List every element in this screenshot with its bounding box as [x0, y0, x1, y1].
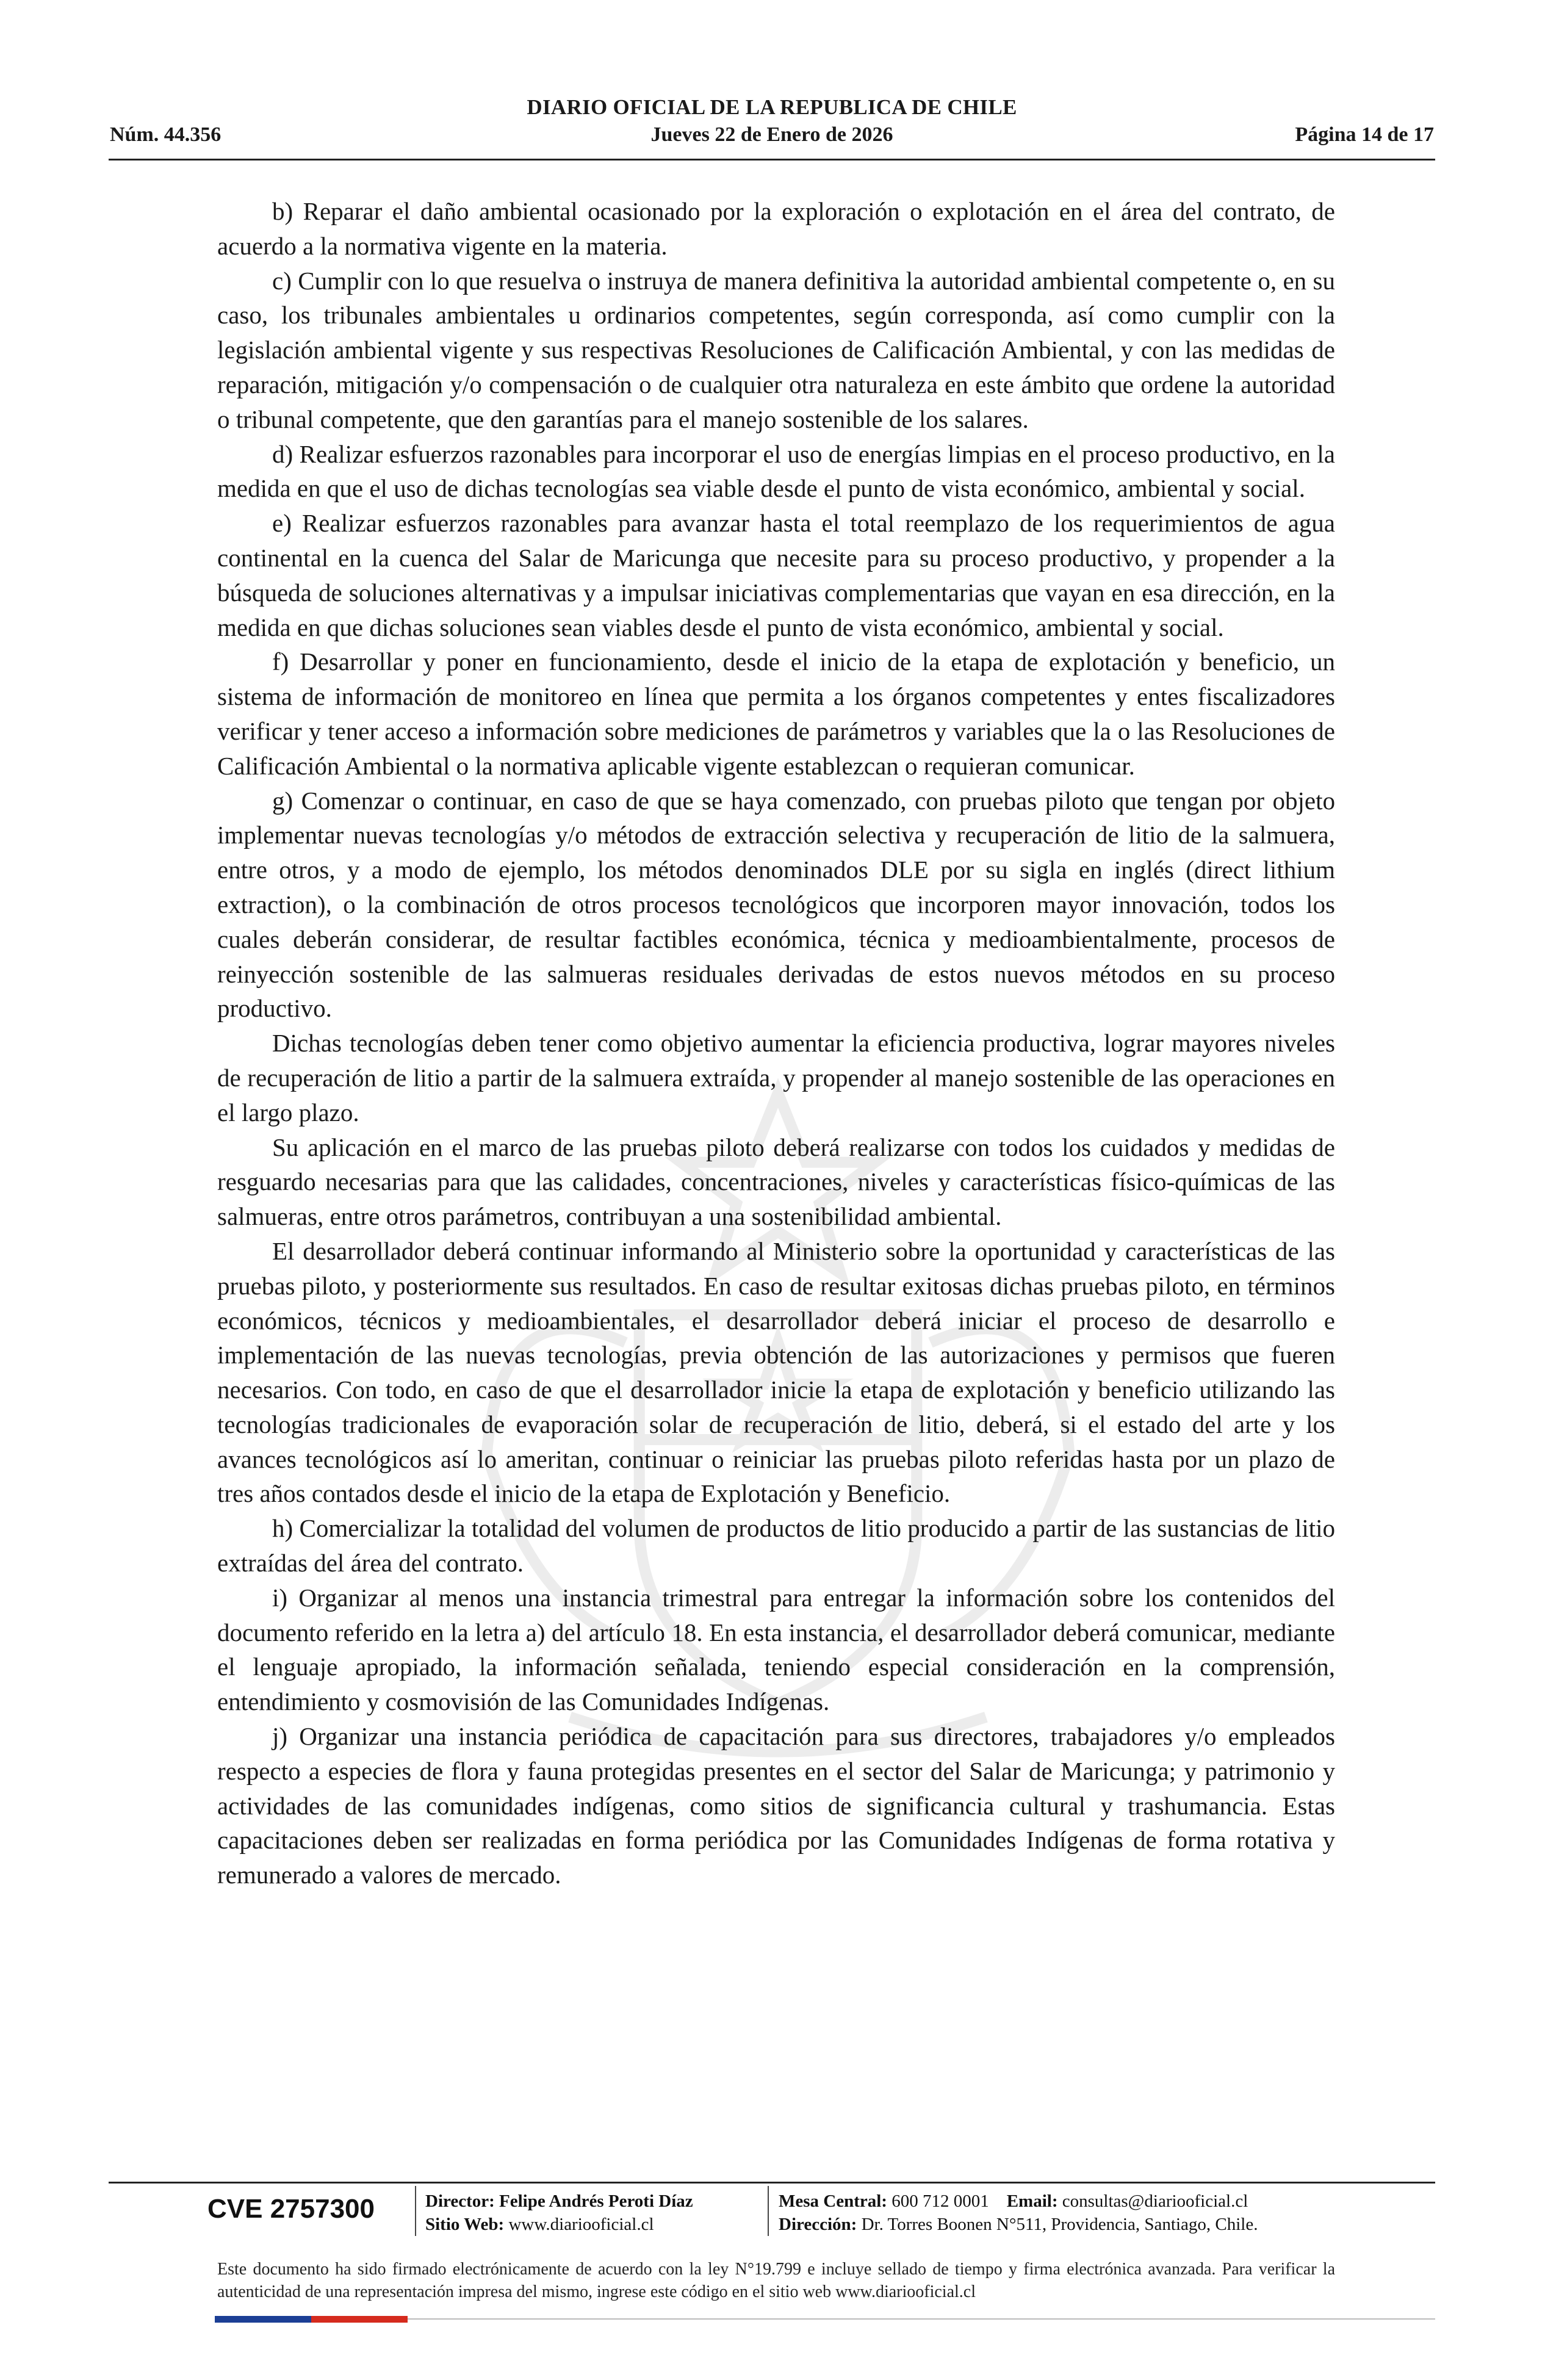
email-link[interactable]: consultas@diariooficial.cl — [1062, 2191, 1248, 2211]
paragraph-h: h) Comercializar la totalidad del volumen de productos de litio producido a partir de las sustancias de litio extraídas del área del contrato. — [217, 1514, 1335, 1578]
paragraph-c: c) Cumplir con lo que resuelva o instruya de manera definitiva la autoridad ambiental competente o, en su caso, los tribunales ambientales u ordinarios competentes, según corresponda, así como cumplir con la legislación ambiental vigente y sus respectivas Resoluciones de Calificación Ambiental, y con las medidas de reparación, mitigación y/o compensación o de cualquier otra naturaleza en este ámbito que ordene la autoridad o tribunal competente, que den garantías para el manejo sostenible de los salares. — [217, 266, 1335, 433]
chile-flag-stripe — [215, 2316, 408, 2323]
director-info — [425, 2190, 693, 2236]
paragraph-i: i) Organizar al menos una instancia trimestral para entregar la información sobre los contenidos del documento referido en la letra a) del artículo 18. En esta instancia, el desarrollador deberá comunicar, mediante el lenguaje apropiado, la información señalada, teniendo especial consideración en la comprensión, entendimiento y cosmovisión de las Comunidades Indígenas. — [217, 1583, 1335, 1716]
site-link[interactable]: www.diariooficial.cl — [508, 2215, 654, 2234]
phone-label: Mesa Central: — [779, 2191, 887, 2211]
document-body — [217, 194, 1335, 1892]
paragraph-pilot-application: Su aplicación en el marco de las pruebas piloto deberá realizarse con todos los cuidados y medidas de resguardo necesarias para que las calidades, concentraciones, niveles y características físico-químicas de las salmueras, entre otros parámetros, contribuyan a una sostenibilidad ambiental. — [217, 1133, 1335, 1231]
director-name: Felipe Andrés Peroti Díaz — [499, 2191, 693, 2211]
cve-code: CVE 2757300 — [207, 2194, 375, 2224]
flag-blue-segment — [215, 2316, 311, 2323]
flag-red-segment — [311, 2316, 408, 2323]
director-label: Director: — [425, 2191, 495, 2211]
paragraph-g: g) Comenzar o continuar, en caso de que se haya comenzado, con pruebas piloto que tengan por objeto implementar nuevas tecnologías y/o métodos de extracción selectiva y recuperación de litio de la salmuera, entre otros, y a modo de ejemplo, los métodos denominados DLE por su sigla en inglés (direct lithium extraction), o la combinación de otros procesos tecnológicos que incorporen mayor innovación, todos los cuales deberán considerar, de resultar factibles económica, técnica y medioambientalmente, procesos de reinyección sostenible de las salmueras residuales derivadas de estos nuevos métodos en su proceso productivo. — [217, 786, 1335, 1023]
issue-number: Núm. 44.356 — [110, 123, 222, 146]
bottom-rule — [408, 2318, 1435, 2320]
page-indicator: Página 14 de 17 — [1295, 123, 1434, 146]
paragraph-b: b) Reparar el daño ambiental ocasionado por la exploración o explotación en el área del contrato, de acuerdo a la normativa vigente en la materia. — [217, 197, 1335, 260]
address-value: Dr. Torres Boonen N°511, Providencia, Santiago, Chile. — [861, 2215, 1258, 2234]
phone-value: 600 712 0001 — [891, 2191, 989, 2211]
footer-separator — [768, 2186, 769, 2236]
footer-separator — [415, 2186, 416, 2236]
site-label: Sitio Web: — [425, 2215, 505, 2234]
page-header — [109, 92, 1435, 160]
paragraph-j: j) Organizar una instancia periódica de capacitación para sus directores, trabajadores y/o empleados respecto a especies de flora y fauna protegidas presentes en el sector del Salar de Maricunga; y patrimonio y actividades de las comunidades indígenas, como sitios de significancia cultural y trashumancia. Estas capacitaciones deben ser realizadas en forma periódica por las Comunidades Indígenas de forma rotativa y remunerado a valores de mercado. — [217, 1722, 1335, 1889]
paragraph-developer-reporting: El desarrollador deberá continuar informando al Ministerio sobre la oportunidad y características de las pruebas piloto, y posteriormente sus resultados. En caso de resultar exitosas dichas pruebas piloto, en términos económicos, técnicos y medioambientales, el desarrollador deberá iniciar el proceso de desarrollo e implementación de las nuevas tecnologías, previa obtención de las autorizaciones y permisos que fueren necesarios. Con todo, en caso de que el desarrollador inicie la etapa de explotación y beneficio utilizando las tecnologías tradicionales de evaporación solar de recuperación de litio, deberá, si el estado del arte y los avances tecnológicos así lo ameritan, continuar o reiniciar las pruebas piloto referidas hasta por un plazo de tres años contados desde el inicio de la etapa de Explotación y Beneficio. — [217, 1236, 1335, 1508]
contact-info — [779, 2190, 1258, 2236]
paragraph-technologies-objective: Dichas tecnologías deben tener como objetivo aumentar la eficiencia productiva, lograr mayores niveles de recuperación de litio a partir de la salmuera extraída, y propender al manejo sostenible de las operaciones en el largo plazo. — [217, 1029, 1335, 1127]
paragraph-f: f) Desarrollar y poner en funcionamiento, desde el inicio de la etapa de explotación y beneficio, un sistema de información de monitoreo en línea que permita a los órganos competentes y entes fiscalizadores verificar y tener acceso a información sobre mediciones de parámetros y variables que la o las Resoluciones de Calificación Ambiental o la normativa aplicable vigente establezcan o requieran comunicar. — [217, 647, 1335, 780]
paragraph-e: e) Realizar esfuerzos razonables para avanzar hasta el total reemplazo de los requerimientos de agua continental en la cuenca del Salar de Maricunga que necesite para su proceso productivo, y propender a la búsqueda de soluciones alternativas y a impulsar iniciativas complementarias que vayan en esa dirección, en la medida en que dichas soluciones sean viables desde el punto de vista económico, ambiental y social. — [217, 509, 1335, 641]
publication-title: DIARIO OFICIAL DE LA REPUBLICA DE CHILE — [527, 95, 1017, 119]
issue-date: Jueves 22 de Enero de 2026 — [650, 123, 893, 146]
footer-divider — [109, 2182, 1435, 2183]
electronic-signature-notice: Este documento ha sido firmado electrónicamente de acuerdo con la ley N°19.799 e incluye sellado de tiempo y firma electrónica avanzada. Para verificar la autenticidad de una representación impresa del mismo, ingrese este código en el sitio web www.diariooficial.cl — [217, 2260, 1335, 2301]
paragraph-d: d) Realizar esfuerzos razonables para incorporar el uso de energías limpias en el proceso productivo, en la medida en que el uso de dichas tecnologías sea viable desde el punto de vista económico, ambiental y social. — [217, 439, 1335, 503]
address-label: Dirección: — [779, 2215, 857, 2234]
email-label: Email: — [1006, 2191, 1058, 2211]
